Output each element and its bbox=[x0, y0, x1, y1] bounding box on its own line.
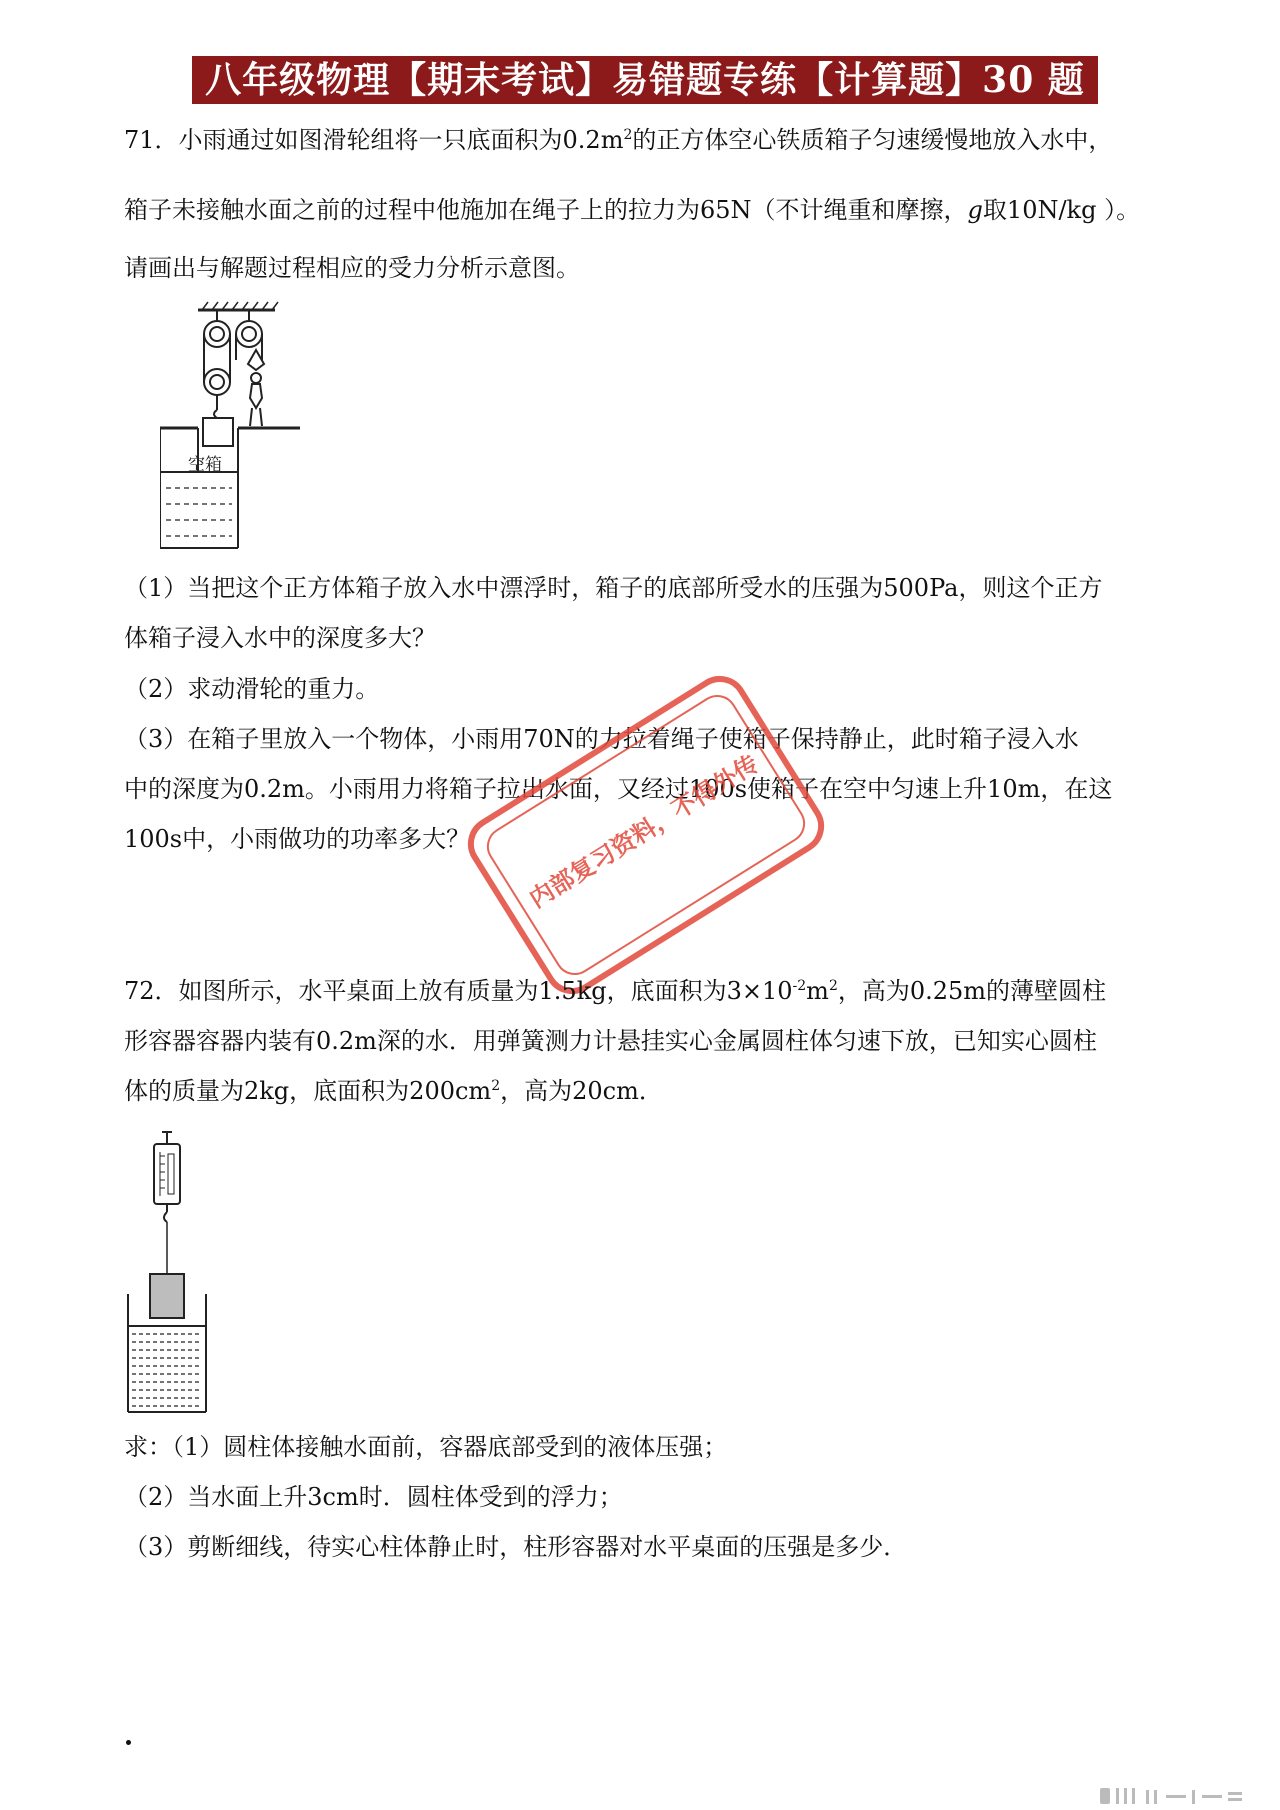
corner-watermark-icon bbox=[1100, 1786, 1260, 1806]
q72-ask-1: 求：（1）圆柱体接触水面前，容器底部受到的液体压强； bbox=[124, 1433, 728, 1461]
spring-scale-figure bbox=[124, 1130, 224, 1415]
q71-sub1-line-2: 体箱子浸入水中的深度多大？ bbox=[124, 624, 436, 652]
q71-line-2: 箱子未接触水面之前的过程中他施加在绳子上的拉力为65N（不计绳重和摩擦，g取10N/kg ）。 bbox=[124, 196, 1141, 224]
q72-ask-3: （3）剪断细线，待实心柱体静止时，柱形容器对水平桌面的压强是多少． bbox=[124, 1533, 908, 1561]
pulley-system-figure bbox=[160, 300, 310, 550]
q71-sub3-line-2: 中的深度为0.2m。小雨用力将箱子拉出水面，又经过100s使箱子在空中匀速上升10m，在这 bbox=[124, 775, 1113, 803]
q71-line-1: 71．小雨通过如图滑轮组将一只底面积为$0.2m^2$的正方体空心铁质箱子匀速缓慢地放入水中， bbox=[124, 126, 1113, 154]
confidential-stamp bbox=[457, 665, 834, 1004]
page-title: 八年级物理【期末考试】易错题专练【计算题】30 题 bbox=[192, 56, 1098, 104]
q72-line-3: 体的质量为2kg，底面积为$200cm^2$，高为20cm． bbox=[124, 1077, 663, 1105]
q71-sub1-line-1: （1）当把这个正方体箱子放入水中漂浮时，箱子的底部所受水的压强为500Pa，则这个正方 bbox=[124, 574, 1103, 602]
q72-ask-2: （2）当水面上升3cm时．圆柱体受到的浮力； bbox=[124, 1483, 623, 1511]
footer-dot bbox=[126, 1740, 131, 1745]
stamp-text: 内部复习资料，不得外传 bbox=[524, 749, 764, 914]
box-label: 空箱 bbox=[188, 455, 222, 475]
q71-sub3-line-3: 100s中，小雨做功的功率多大？ bbox=[124, 825, 471, 853]
q71-sub3-line-1: （3）在箱子里放入一个物体，小雨用70N的力拉着绳子使箱子保持静止，此时箱子浸入水 bbox=[124, 725, 1079, 753]
q71-sub2: （2）求动滑轮的重力。 bbox=[124, 675, 380, 703]
q72-line-2: 形容器容器内装有0.2m深的水．用弹簧测力计悬挂实心金属圆柱体匀速下放，已知实心圆柱 bbox=[124, 1027, 1097, 1055]
q72-line-1: 72．如图所示，水平桌面上放有质量为1.5kg，底面积为$3\times 10^{-2}m^2$，高为0.25m的薄壁圆柱 bbox=[124, 977, 1107, 1005]
q71-line-3: 请画出与解题过程相应的受力分析示意图。 bbox=[124, 254, 580, 282]
